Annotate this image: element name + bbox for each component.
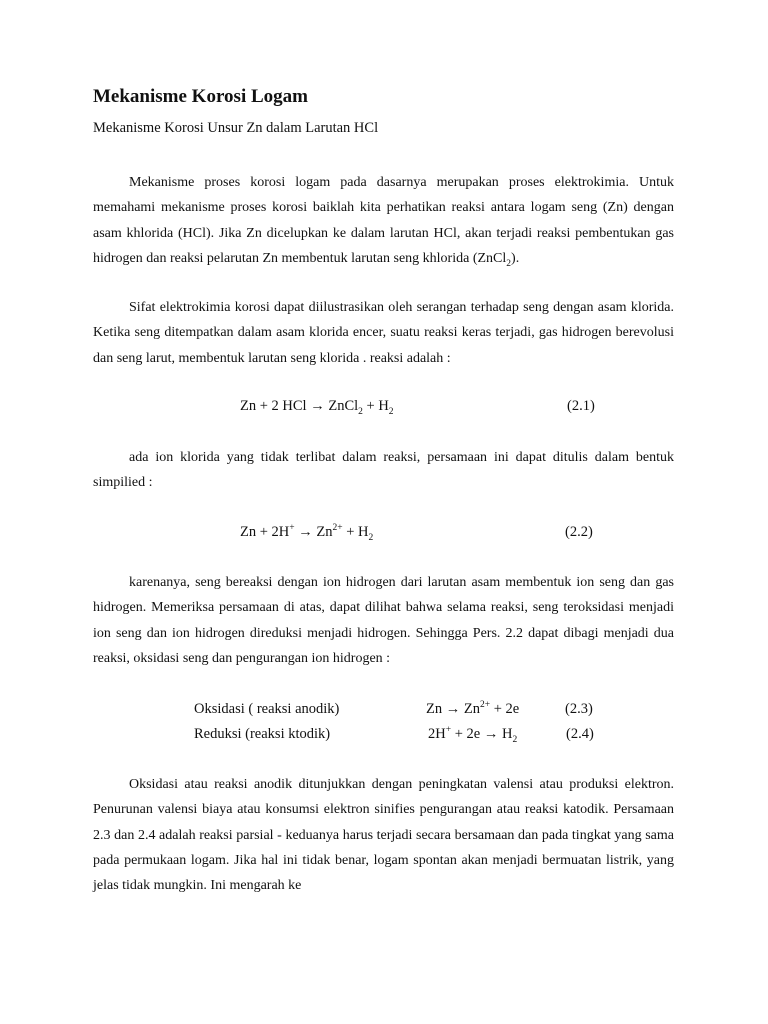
equation-2-3-a: Zn → Zn [426, 701, 480, 717]
equation-2-1-lhs: Zn + 2 HCl → ZnCl [240, 398, 359, 414]
equation-number-2-3: (2.3) [565, 701, 593, 717]
equation-2-4-sup: + [445, 725, 452, 736]
paragraph-electrochemistry: Sifat elektrokimia korosi dapat diilustrasikan oleh serangan terhadap seng dengan asam klorida. Ketika seng ditempatkan dalam asam klorida encer, suatu reaksi keras terjadi, gas hidrogen berevolusi dan seng larut, membentuk larutan seng klorida . reaksi adalah : [93, 300, 674, 366]
reduction-label: Reduksi (reaksi ktodik) [194, 726, 331, 742]
equation-2-1 [240, 398, 394, 415]
equation-number-2-1: (2.1) [567, 398, 595, 414]
equation-2-4-sub: 2 [512, 734, 518, 745]
paragraph-intro [93, 170, 674, 271]
equation-2-3-b: + 2e [490, 701, 520, 717]
equation-2-3 [426, 701, 519, 718]
equation-2-1-mid: + H [362, 398, 389, 414]
paragraph-chloride-ion: ada ion klorida yang tidak terlibat dalam reaksi, persamaan ini dapat ditulis dalam bentuk simpilied : [93, 450, 674, 491]
equation-2-2-a: Zn + 2H [240, 524, 290, 540]
paragraph-intro-text: Mekanisme proses korosi logam pada dasarnya merupakan proses elektrokimia. Untuk memahami mekanisme proses korosi baiklah kita perhatikan reaksi antara logam seng (Zn) dengan asam khlorida (HCl). Jika Zn dicelupkan ke dalam larutan HCl, akan terjadi reaksi pembentukan gas hidrogen dan reaksi pelarutan Zn membentuk larutan seng khlorida (ZnCl [93, 175, 674, 266]
equation-number-2-4: (2.4) [566, 726, 594, 742]
equation-2-2-sup1: + [289, 523, 295, 534]
equation-number-2-2: (2.2) [565, 524, 593, 540]
equation-2-2 [240, 524, 373, 541]
paragraph-intro-end: ). [511, 250, 520, 266]
equation-2-1-sub1: 2 [358, 406, 363, 417]
equation-2-2-b: → Zn [294, 524, 333, 540]
equation-2-3-sup: 2+ [479, 700, 491, 711]
equation-2-4 [428, 726, 517, 743]
section-subtitle: Mekanisme Korosi Unsur Zn dalam Larutan HCl [93, 120, 379, 136]
oxidation-label: Oksidasi ( reaksi anodik) [194, 701, 340, 717]
zncl2-subscript: 2 [506, 258, 512, 269]
equation-2-4-a: 2H [428, 726, 446, 742]
equation-2-2-c: + H [342, 524, 369, 540]
paragraph-hydrogen-reaction: karenanya, seng bereaksi dengan ion hidrogen dari larutan asam membentuk ion seng dan gas hidrogen. Memeriksa persamaan di atas, dapat dilihat bahwa selama reaksi, seng teroksidasi menjadi ion seng dan ion hidrogen direduksi menjadi hidrogen. Sehingga Pers. 2.2 dapat dibagi menjadi dua reaksi, oksidasi seng dan pengurangan ion hidrogen : [93, 575, 674, 666]
equation-2-2-sup2: 2+ [332, 523, 343, 534]
equation-2-2-sub: 2 [368, 532, 374, 543]
equation-2-1-sub2: 2 [388, 406, 394, 417]
page-title: Mekanisme Korosi Logam [93, 86, 308, 107]
equation-2-4-b: + 2e → H [451, 726, 513, 742]
paragraph-oxidation-reduction: Oksidasi atau reaksi anodik ditunjukkan dengan peningkatan valensi atau produksi elektron. Penurunan valensi biaya atau konsumsi elektron sinifies pengurangan atau reaksi katodik. Persamaan 2.3 dan 2.4 adalah reaksi parsial - keduanya harus terjadi secara bersamaan dan pada tingkat yang sama pada permukaan logam. Jika hal ini tidak benar, logam spontan akan menjadi bermuatan listrik, yang jelas tidak mungkin. Ini mengarah ke [93, 777, 674, 894]
